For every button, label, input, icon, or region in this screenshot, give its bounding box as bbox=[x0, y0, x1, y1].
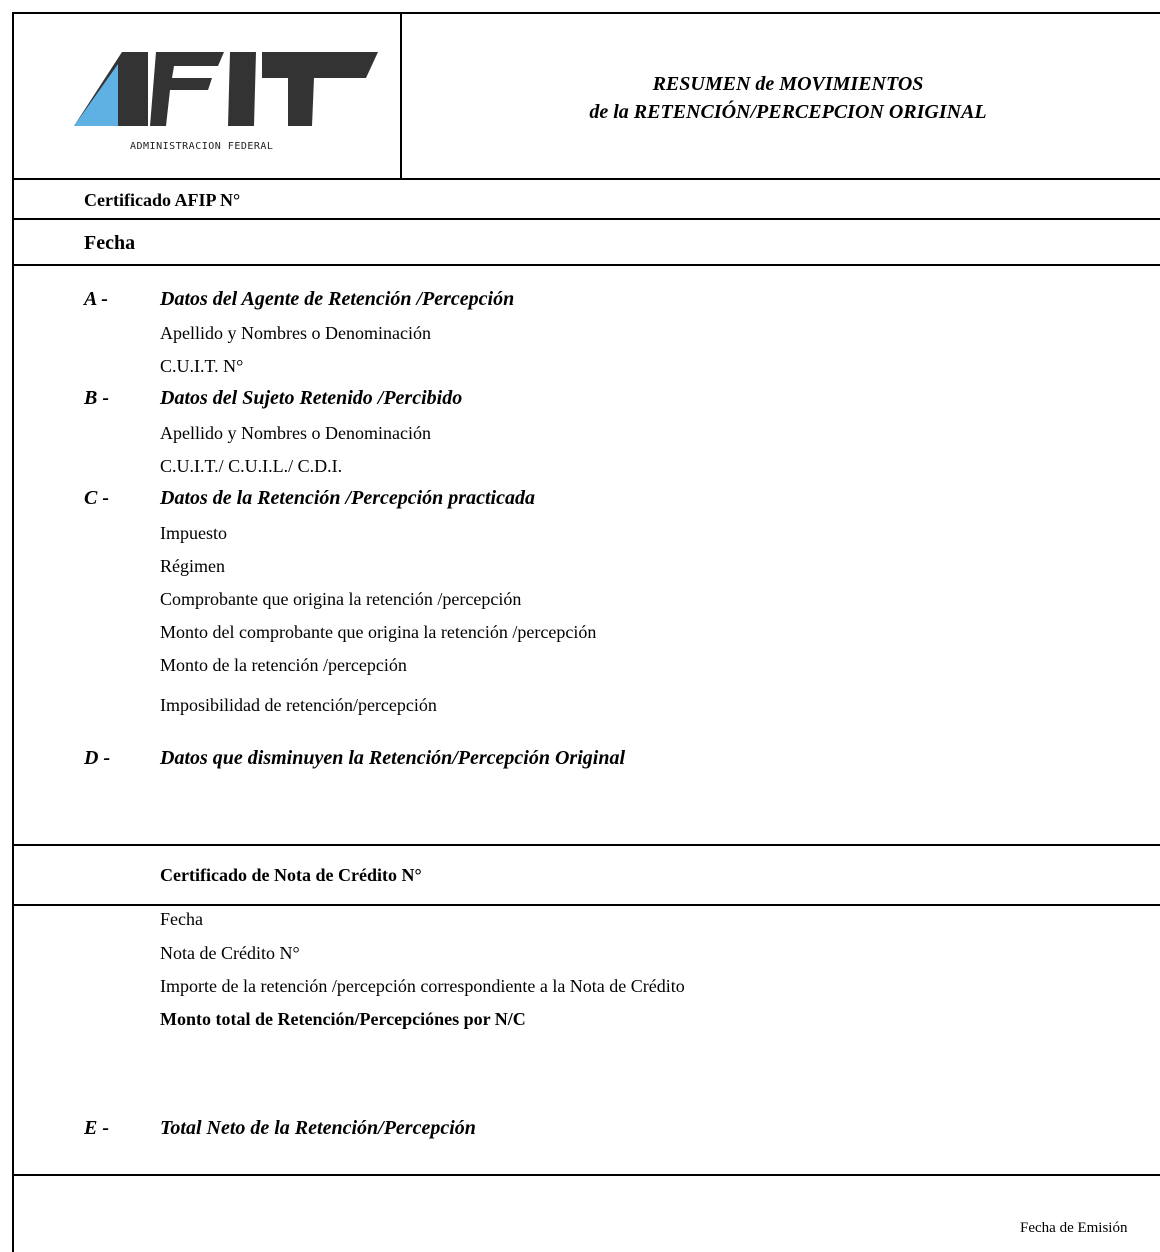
certificate-form bbox=[12, 12, 1160, 1252]
section-c-field: Monto de la retención /percepción bbox=[160, 655, 407, 675]
section-a-field: C.U.I.T. N° bbox=[160, 356, 244, 376]
section-b-letter: B - bbox=[84, 387, 109, 409]
section-e-letter: E - bbox=[84, 1117, 109, 1139]
document-title bbox=[402, 70, 1160, 126]
section-b-field: C.U.I.T./ C.U.I.L./ C.D.I. bbox=[160, 456, 343, 476]
nc-field: Importe de la retención /percepción correspondiente a la Nota de Crédito bbox=[160, 976, 685, 996]
section-c-field: Comprobante que origina la retención /percepción bbox=[160, 589, 522, 609]
nc-cert-label: Certificado de Nota de Crédito N° bbox=[160, 865, 422, 885]
section-c-title: Datos de la Retención /Percepción practicada bbox=[160, 487, 535, 509]
fecha-label: Fecha bbox=[84, 232, 136, 254]
title-line-1: RESUMEN de MOVIMIENTOS bbox=[652, 73, 924, 95]
emission-date-label: Fecha de Emisión bbox=[1020, 1220, 1128, 1236]
nc-total-label: Monto total de Retención/Percepciónes por N/C bbox=[160, 1009, 526, 1029]
logo-subtitle-text: ADMINISTRACION FEDERAL bbox=[130, 141, 274, 152]
nc-top-line bbox=[14, 844, 1160, 846]
fecha-row-line bbox=[14, 264, 1160, 266]
nc-cert-line bbox=[14, 904, 1160, 906]
nc-field: Fecha bbox=[160, 909, 203, 929]
section-d-letter: D - bbox=[84, 747, 111, 769]
cert-row-line bbox=[14, 218, 1160, 220]
section-b-field: Apellido y Nombres o Denominación bbox=[160, 423, 431, 443]
section-e-title: Total Neto de la Retención/Percepción bbox=[160, 1117, 476, 1139]
nc-field: Nota de Crédito N° bbox=[160, 943, 300, 963]
section-c-field: Impuesto bbox=[160, 523, 227, 543]
section-b-title: Datos del Sujeto Retenido /Percibido bbox=[160, 387, 463, 409]
section-d-title: Datos que disminuyen la Retención/Percepción Original bbox=[160, 747, 626, 769]
section-a-title: Datos del Agente de Retención /Percepción bbox=[160, 288, 515, 310]
section-c-field: Imposibilidad de retención/percepción bbox=[160, 695, 437, 715]
afip-logo bbox=[74, 44, 384, 159]
header-bottom-line bbox=[14, 178, 1160, 180]
footer-top-line bbox=[14, 1174, 1160, 1176]
section-c-field: Monto del comprobante que origina la retención /percepción bbox=[160, 622, 597, 642]
title-line-2: de la RETENCIÓN/PERCEPCION ORIGINAL bbox=[589, 101, 987, 123]
section-c-letter: C - bbox=[84, 487, 109, 509]
section-a-field: Apellido y Nombres o Denominación bbox=[160, 323, 431, 343]
section-a-letter: A - bbox=[84, 288, 108, 310]
cert-afip-label: Certificado AFIP N° bbox=[84, 190, 241, 210]
section-c-field: Régimen bbox=[160, 556, 225, 576]
